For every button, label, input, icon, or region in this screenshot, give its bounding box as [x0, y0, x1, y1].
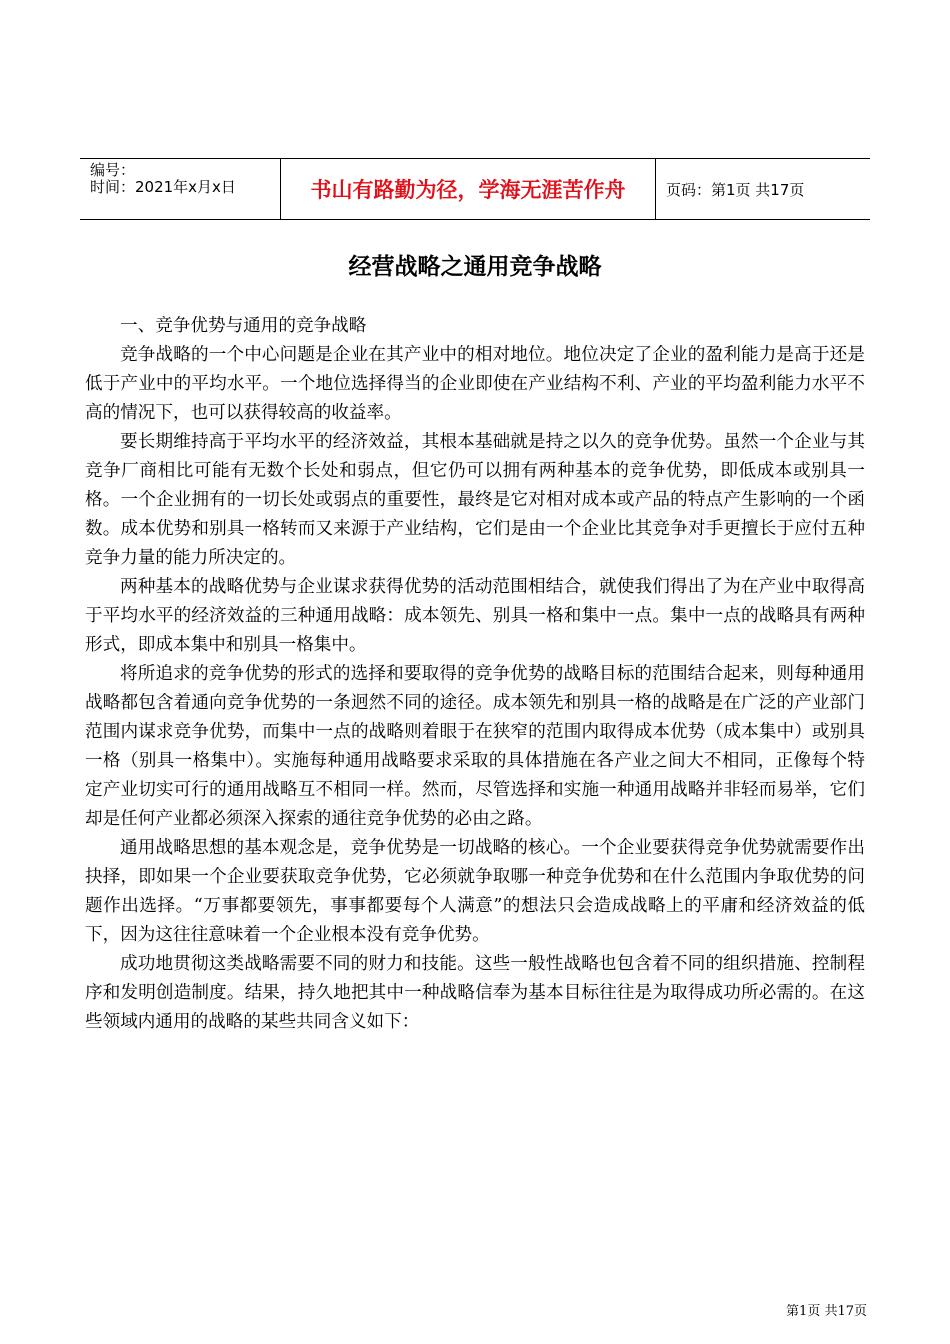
document-body: [85, 312, 865, 1037]
paragraph: 两种基本的战略优势与企业谋求获得优势的活动范围相结合，就使我们得出了为在产业中取得高于平均水平的经济效益的三种通用战略：成本领先、别具一格和集中一点。集中一点的战略具有两种形式，即成本集中和别具一格集中。: [85, 577, 865, 655]
document-header: [80, 158, 870, 220]
section-heading: 一、竞争优势与通用的竞争战略: [120, 316, 367, 336]
paragraph: 要长期维持高于平均水平的经济效益，其根本基础就是持之以久的竞争优势。虽然一个企业与其竞争厂商相比可能有无数个长处和弱点，但它仍可以拥有两种基本的竞争优势，即低成本或别具一格。一个企业拥有的一切长处或弱点的重要性，最终是它对相对成本或产品的特点产生影响的一个函数。成本优势和别具一格转而又来源于产业结构，它们是由一个企业比其竞争对手更擅长于应付五种竞争力量的能力所决定的。: [85, 432, 865, 568]
paragraph: 通用战略思想的基本观念是，竞争优势是一切战略的核心。一个企业要获得竞争优势就需要作出抉择，即如果一个企业要获取竞争优势，它必须就争取哪一种竞争优势和在什么范围内争取优势的问题作出选择。“万事都要领先，事事都要每个人满意”的想法只会造成战略上的平庸和经济效益的低下，因为这往往意味着一个企业根本没有竞争优势。: [85, 838, 865, 945]
number-label: 编号：: [90, 161, 136, 179]
time-label: 时间：2021年x月x日: [90, 178, 236, 196]
document-title: 经营战略之通用竞争战略: [348, 254, 602, 280]
paragraph: 成功地贯彻这类战略需要不同的财力和技能。这些一般性战略也包含着不同的组织措施、控制程序和发明创造制度。结果，持久地把其中一种战略信奉为基本目标往往是为取得成功所必需的。在这些领域内通用的战略的某些共同含义如下：: [85, 954, 865, 1032]
page-footer: 第1页 共17页: [786, 1304, 867, 1319]
paragraph: 将所追求的竞争优势的形式的选择和要取得的竞争优势的战略目标的范围结合起来，则每种通用战略都包含着通向竞争优势的一条迥然不同的途径。成本领先和别具一格的战略是在广泛的产业部门范围内谋求竞争优势，而集中一点的战略则着眼于在狭窄的范围内取得成本优势（成本集中）或别具一格（别具一格集中）。实施每种通用战略要求采取的具体措施在各产业之间大不相同，正像每个特定产业切实可行的通用战略互不相同一样。然而，尽管选择和实施一种通用战略并非轻而易举，它们却是任何产业都必须深入探索的通往竞争优势的必由之路。: [85, 664, 865, 829]
header-motto: 书山有路勤为径，学海无涯苦作舟: [281, 159, 656, 219]
paragraph: 竞争战略的一个中心问题是企业在其产业中的相对地位。地位决定了企业的盈利能力是高于还是低于产业中的平均水平。一个地位选择得当的企业即使在产业结构不利、产业的平均盈利能力水平不高的情况下，也可以获得较高的收益率。: [85, 345, 865, 423]
header-meta: [80, 159, 281, 219]
header-page-info: 页码：第1页 共17页: [666, 180, 805, 199]
